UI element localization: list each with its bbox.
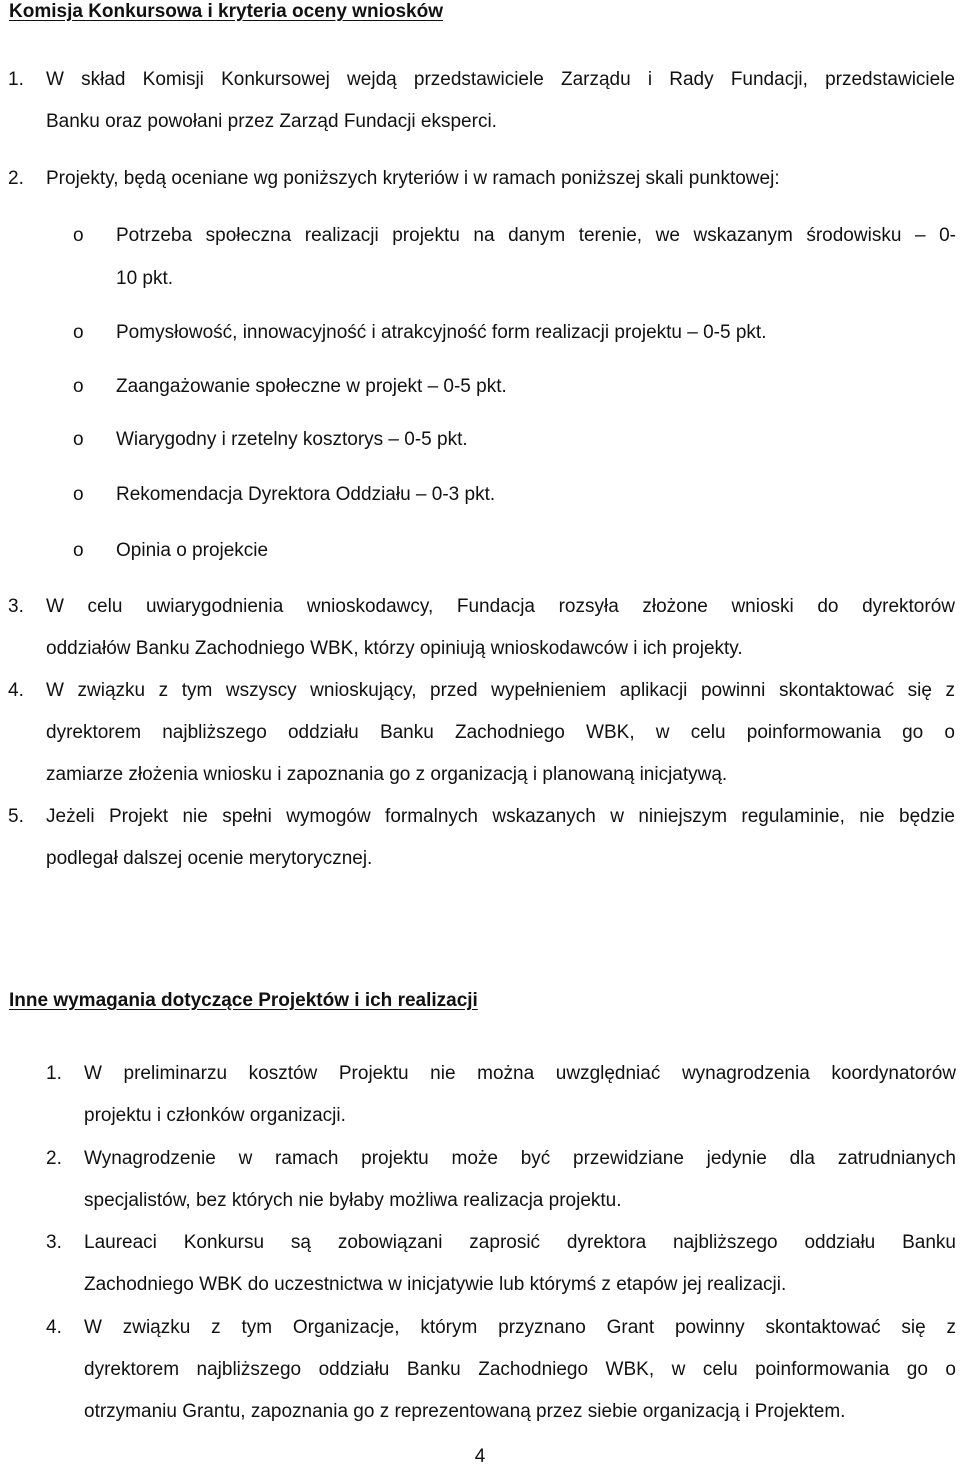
requirement-item-4 bbox=[46, 1307, 956, 1433]
list-item-text-line: Projekty, będą oceniane wg poniższych kryteriów i w ramach poniższej skali punktowej: bbox=[46, 168, 780, 189]
criterion-text-line: Potrzeba społeczna realizacji projektu na danym terenie, we wskazanym środowisku – 0- bbox=[116, 225, 956, 246]
list-number: 1. bbox=[8, 69, 24, 90]
bullet-marker: o bbox=[73, 376, 84, 397]
list-item-text-line: oddziałów Banku Zachodniego WBK, którzy opiniują wnioskodawców i ich projekty. bbox=[46, 638, 743, 659]
list-item-text-line: Wynagrodzenie w ramach projektu może być przewidziane jedynie dla zatrudnianych bbox=[84, 1148, 956, 1169]
list-item-2 bbox=[8, 158, 955, 200]
list-number: 5. bbox=[8, 806, 24, 827]
list-item-text-line: W skład Komisji Konkursowej wejdą przedstawiciele Zarządu i Rady Fundacji, przedstawiciele bbox=[46, 69, 955, 90]
list-number: 4. bbox=[8, 680, 24, 701]
criterion-item bbox=[73, 529, 956, 572]
bullet-marker: o bbox=[73, 429, 84, 450]
list-item-text-line: projektu i członków organizacji. bbox=[84, 1105, 346, 1126]
criterion-text-line: 10 pkt. bbox=[116, 268, 174, 289]
list-item-text-line: Banku oraz powołani przez Zarząd Fundacji eksperci. bbox=[46, 111, 497, 132]
section-heading-committee: Komisja Konkursowa i kryteria oceny wniosków bbox=[9, 1, 443, 22]
list-item-4 bbox=[8, 670, 955, 796]
list-item-1 bbox=[8, 59, 955, 143]
list-number: 4. bbox=[46, 1317, 62, 1338]
criterion-item bbox=[73, 311, 956, 354]
criterion-text-line: Rekomendacja Dyrektora Oddziału – 0-3 pkt. bbox=[116, 484, 496, 505]
bullet-marker: o bbox=[73, 540, 84, 561]
list-item-text-line: dyrektorem najbliższego oddziału Banku Zachodniego WBK, w celu poinformowania go o bbox=[46, 722, 955, 743]
list-item-text-line: Zachodniego WBK do uczestnictwa w inicjatywie lub którymś z etapów jej realizacji. bbox=[84, 1274, 787, 1295]
list-item-text-line: W preliminarzu kosztów Projektu nie można uwzględniać wynagrodzenia koordynatorów bbox=[84, 1063, 956, 1084]
list-number: 3. bbox=[46, 1232, 62, 1253]
criterion-text-line: Opinia o projekcie bbox=[116, 540, 269, 561]
list-number: 3. bbox=[8, 596, 24, 617]
bullet-marker: o bbox=[73, 484, 84, 505]
page-number: 4 bbox=[474, 1446, 486, 1467]
list-item-text-line: Jeżeli Projekt nie spełni wymogów formalnych wskazanych w niniejszym regulaminie, nie będzie bbox=[46, 806, 955, 827]
criterion-item bbox=[73, 214, 956, 300]
list-item-text-line: specjalistów, bez których nie byłaby możliwa realizacja projektu. bbox=[84, 1190, 622, 1211]
list-item-text-line: W celu uwiarygodnienia wnioskodawcy, Fundacja rozsyła złożone wnioski do dyrektorów bbox=[46, 596, 955, 617]
requirement-item-2 bbox=[46, 1138, 956, 1222]
list-item-text-line: zamiarze złożenia wniosku i zapoznania go z organizacją i planowaną inicjatywą. bbox=[46, 764, 728, 785]
list-item-text-line: podlegał dalszej ocenie merytorycznej. bbox=[46, 848, 373, 869]
list-item-text-line: W związku z tym Organizacje, którym przyznano Grant powinny skontaktować się z bbox=[84, 1317, 956, 1338]
criterion-item bbox=[73, 473, 956, 516]
requirement-item-3 bbox=[46, 1222, 956, 1306]
list-item-text-line: Laureaci Konkursu są zobowiązani zaprosić dyrektora najbliższego oddziału Banku bbox=[84, 1232, 956, 1253]
bullet-marker: o bbox=[73, 322, 84, 343]
list-item-3 bbox=[8, 586, 955, 670]
list-number: 1. bbox=[46, 1063, 62, 1084]
section-heading-other-requirements: Inne wymagania dotyczące Projektów i ich realizacji bbox=[9, 990, 478, 1011]
criterion-text-line: Wiarygodny i rzetelny kosztorys – 0-5 pkt. bbox=[116, 429, 468, 450]
list-item-text-line: dyrektorem najbliższego oddziału Banku Zachodniego WBK, w celu poinformowania go o bbox=[84, 1359, 956, 1380]
criterion-item bbox=[73, 418, 956, 461]
criterion-text-line: Zaangażowanie społeczne w projekt – 0-5 pkt. bbox=[116, 376, 507, 397]
criterion-text-line: Pomysłowość, innowacyjność i atrakcyjność form realizacji projektu – 0-5 pkt. bbox=[116, 322, 767, 343]
list-number: 2. bbox=[46, 1148, 62, 1169]
list-item-text-line: W związku z tym wszyscy wnioskujący, przed wypełnieniem aplikacji powinni skontaktować się z bbox=[46, 680, 955, 701]
list-item-5 bbox=[8, 796, 955, 880]
requirement-item-1 bbox=[46, 1053, 956, 1137]
criterion-item bbox=[73, 365, 956, 408]
list-item-text-line: otrzymaniu Grantu, zapoznania go z reprezentowaną przez siebie organizacją i Projektem. bbox=[84, 1401, 846, 1422]
list-number: 2. bbox=[8, 168, 24, 189]
bullet-marker: o bbox=[73, 225, 84, 246]
